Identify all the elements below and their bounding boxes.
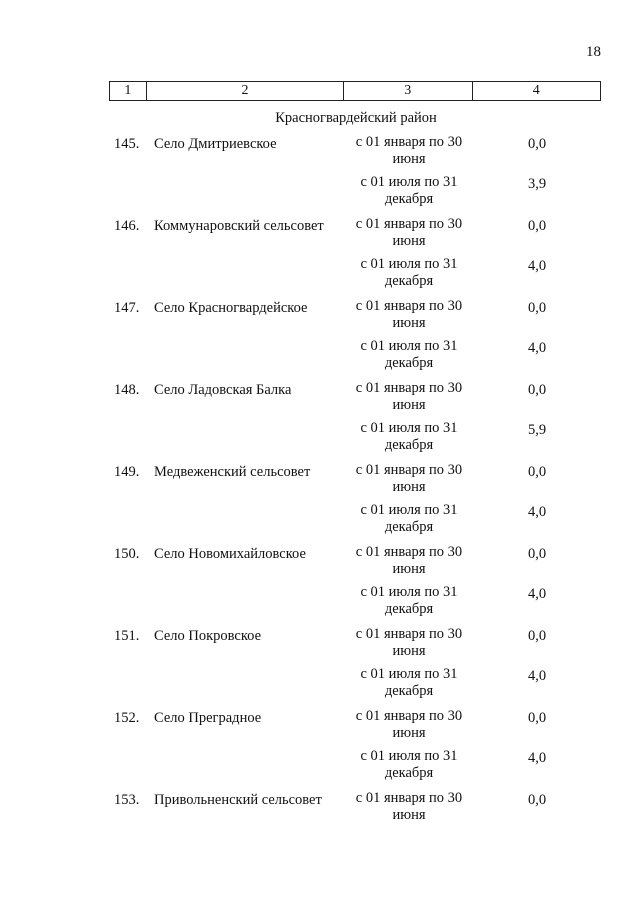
value-first-half: 0,0 <box>527 218 547 234</box>
table-row <box>0 628 640 710</box>
page-number: 18 <box>586 44 601 60</box>
period-first-half: с 01 января по 30 июня <box>355 380 463 413</box>
value-second-half: 4,0 <box>527 258 547 274</box>
value-first-half: 0,0 <box>527 628 547 644</box>
table-row <box>0 382 640 464</box>
table-row <box>0 546 640 628</box>
row-number: 145. <box>114 136 140 152</box>
period-first-half: с 01 января по 30 июня <box>355 298 463 331</box>
value-first-half: 0,0 <box>527 546 547 562</box>
region-title: Красногвардейский район <box>275 110 437 126</box>
period-second-half: с 01 июля по 31 декабря <box>360 584 458 617</box>
row-number: 146. <box>114 218 140 234</box>
period-first-half: с 01 января по 30 июня <box>355 462 463 495</box>
period-second-half: с 01 июля по 31 декабря <box>360 502 458 535</box>
value-second-half: 4,0 <box>527 586 547 602</box>
settlement-name: Село Преградное <box>154 710 262 726</box>
value-first-half: 0,0 <box>527 136 547 152</box>
settlement-name: Село Новомихайловское <box>154 546 306 562</box>
period-first-half: с 01 января по 30 июня <box>355 790 463 823</box>
settlement-name: Село Покровское <box>154 628 262 644</box>
header-col-4: 4 <box>472 82 601 101</box>
period-first-half: с 01 января по 30 июня <box>355 708 463 741</box>
header-col-2: 2 <box>146 82 343 101</box>
settlement-name: Медвеженский сельсовет <box>154 464 311 480</box>
table-row <box>0 792 640 874</box>
value-first-half: 0,0 <box>527 300 547 316</box>
value-first-half: 0,0 <box>527 710 547 726</box>
row-number: 149. <box>114 464 140 480</box>
header-col-1: 1 <box>110 82 147 101</box>
value-first-half: 0,0 <box>527 382 547 398</box>
value-first-half: 0,0 <box>527 792 547 808</box>
row-number: 152. <box>114 710 140 726</box>
value-first-half: 0,0 <box>527 464 547 480</box>
period-second-half: с 01 июля по 31 декабря <box>360 338 458 371</box>
header-col-3: 3 <box>344 82 472 101</box>
row-number: 148. <box>114 382 140 398</box>
row-number: 153. <box>114 792 140 808</box>
row-number: 151. <box>114 628 140 644</box>
settlement-name: Село Красногвардейское <box>154 300 308 316</box>
value-second-half: 3,9 <box>527 176 547 192</box>
value-second-half: 4,0 <box>527 750 547 766</box>
value-second-half: 4,0 <box>527 340 547 356</box>
row-number: 150. <box>114 546 140 562</box>
value-second-half: 4,0 <box>527 668 547 684</box>
period-first-half: с 01 января по 30 июня <box>355 134 463 167</box>
table-row <box>0 136 640 218</box>
settlement-list <box>0 136 640 874</box>
settlement-name: Село Дмитриевское <box>154 136 277 152</box>
period-second-half: с 01 июля по 31 декабря <box>360 748 458 781</box>
period-second-half: с 01 июля по 31 декабря <box>360 420 458 453</box>
settlement-name: Привольненский сельсовет <box>154 792 322 808</box>
period-second-half: с 01 июля по 31 декабря <box>360 174 458 207</box>
period-first-half: с 01 января по 30 июня <box>355 544 463 577</box>
column-number-header <box>109 81 601 101</box>
period-second-half: с 01 июля по 31 декабря <box>360 256 458 289</box>
value-second-half: 5,9 <box>527 422 547 438</box>
table-row <box>0 464 640 546</box>
table-row <box>0 710 640 792</box>
table-row <box>0 218 640 300</box>
period-second-half: с 01 июля по 31 декабря <box>360 666 458 699</box>
settlement-name: Село Ладовская Балка <box>154 382 292 398</box>
row-number: 147. <box>114 300 140 316</box>
table-row <box>0 300 640 382</box>
period-first-half: с 01 января по 30 июня <box>355 626 463 659</box>
settlement-name: Коммунаровский сельсовет <box>154 218 324 234</box>
period-first-half: с 01 января по 30 июня <box>355 216 463 249</box>
value-second-half: 4,0 <box>527 504 547 520</box>
